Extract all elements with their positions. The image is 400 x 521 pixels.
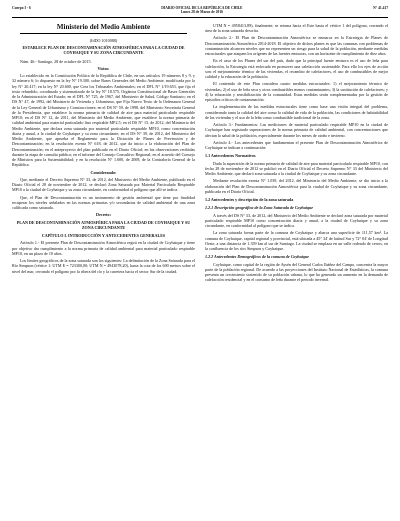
right-column bbox=[205, 23, 388, 285]
section-1-2-1-text: A través del DS N° 33, de 2012, del Ministerio del Medio Ambiente se declaró zona saturada por material particulado respirable MP10 como concentración diaria y anual, a la ciudad de Coyhaique y su zona circundante, en conformidad al polígono que se indica. bbox=[205, 212, 388, 229]
section-1-2-1-heading: 1.2.1 Descripción geográfica de la Zona Saturada de Coyhaique bbox=[205, 205, 314, 211]
page-header bbox=[12, 6, 388, 15]
section-1-2-heading: 1.2 Antecedentes y descripción de la zona saturada bbox=[205, 197, 294, 203]
section-1-1-text: Dada la superación de la norma primaria de calidad de aire para material particulado respirable MP10, con fecha 28 de noviembre de 2012 se publicó en el Diario Oficial el Decreto Supremo N° 33 del Ministerio del Medio Ambiente, que declaró zona saturada a la ciudad de Coyhaique y su zona circundante. bbox=[205, 160, 388, 177]
vistos-text: Lo establecido en la Constitución Política de la República de Chile, en sus artículos 19 números 8 y 9, y 32 número 6; lo dispuesto en la ley N° 19.300, sobre Bases Generales del Medio Ambiente, modificada por la ley N° 20.417; en la ley N° 20.600, que Crea los Tribunales Ambientales; en el DFL N° 1/19.653, que fija el texto refundido, coordinado y sistematizado de la ley N° 18.575, Orgánica Constitucional de Bases Generales de la Administración del Estado; en el DFL N° 725, de 1967, del Ministerio de Salud, Código Sanitario; en el DS N° 47, de 1992, del Ministerio de Vivienda y Urbanismo, que Fija Nuevo Texto de la Ordenanza General de la Ley General de Urbanismo y Construcciones; en el DS N° 59, de 1998, del Ministerio Secretaría General de la Presidencia, que establece la norma primaria de calidad de aire para material particulado respirable MP10; en el DS N° 12, de 2011, del Ministerio del Medio Ambiente, que establece la norma primaria de calidad ambiental para material particulado fino respirable MP2,5; en el DS N° 15, de 2012, del Ministerio del Medio Ambiente, que declara zona saturada por material particulado respirable MP10, como concentración diaria y anual, a la ciudad de Coyhaique y su zona circundante; en el DS N° 39, de 2012, del Ministerio del Medio Ambiente, que aprueba el Reglamento para la Dictación de Planes de Prevención y de Descontaminación; en la resolución exenta N° 618, de 2012, que da inicio a la elaboración del Plan de Descontaminación; en el anteproyecto del plan publicado en el Diario Oficial; en las observaciones recibidas durante la etapa de consulta pública; en el informe del Consejo Consultivo Regional; en el acuerdo del Consejo de Ministros para la Sustentabilidad; y en la resolución N° 1.600, de 2008, de la Contraloría General de la República. bbox=[12, 73, 195, 168]
article-3: Artículo 3.- Fundamentos: Las mediciones de material particulado respirable MP10 en la ciudad de Coyhaique han registrado superaciones de la norma primaria de calidad ambiental, con concentraciones que afectan la salud de la población, especialmente durante los meses de otoño e invierno. bbox=[205, 122, 388, 138]
left-column bbox=[12, 23, 195, 285]
article-2: Artículo 2.- El Plan de Descontaminación Atmosférica se enmarca en la Estrategia de Planes de Descontaminación Atmosférica 2014-2018. El objetivo de dichos planes es que las comunas con problemas de contaminación alcancen niveles que no representen un riesgo para la salud de la población, mediante medidas estructurales que ataquen los orígenes de las fuentes emisoras, con un horizonte de cumplimiento de diez años. bbox=[205, 35, 388, 57]
section-1-1-heading: 1.1 Antecedentes Normativos bbox=[205, 153, 256, 159]
paragraph-4: El contenido de este Plan considera cuatro medidas estructurales: 1) el mejoramiento térmico de viviendas; 2) el uso de leña seca y otros combustibles menos contaminantes; 3) la sustitución de calefactores; y 4) la educación y sensibilización de la comunidad. Estas medidas serán complementadas por la gestión de episodios críticos de contaminación. bbox=[205, 81, 388, 103]
section-1-1-text-2: Mediante resolución exenta N° 1.039, del 2012, del Ministerio del Medio Ambiente, se dio inicio a la elaboración del Plan de Descontaminación Atmosférica para la ciudad de Coyhaique y su zona circundante, publicada en el Diario Oficial. bbox=[205, 178, 388, 194]
decree-title: ESTABLECE PLAN DE DESCONTAMINACIÓN ATMOSFÉRICA PARA LA CIUDAD DE COYHAIQUE Y SU ZONA CIRCUNDANTE bbox=[22, 45, 185, 56]
chapter-heading: CAPÍTULO I. INTRODUCCIÓN Y ANTECEDENTES GENERALES bbox=[41, 233, 166, 239]
header-title-block bbox=[31, 6, 374, 15]
document-id: (IdDO 1010088) bbox=[89, 37, 118, 43]
considerando-text-2: Que, el Plan de Descontaminación es un instrumento de gestión ambiental que tiene por finalidad recuperar los niveles señalados en las normas primarias y/o secundarias de calidad ambiental de una zona calificada como saturada. bbox=[12, 194, 195, 211]
zone-limits-text: Los límites geográficos de la zona saturada son los siguientes: La delimitación de la Zona Saturada para el Río Simpson (vértice 1: UTM E = 723300,00; UTM N = 4943078,20), hasta la cota de los 600 metros sobre el nivel del mar, cerrando el polígono por la ribera del río y la carretera hacia el sector Sur de la ciudad. bbox=[12, 258, 195, 274]
decreto-label: Decreto: bbox=[96, 212, 111, 218]
ministry-divider bbox=[20, 33, 187, 34]
coordinates-text: UTM N = 4958413,89), finalmente, se retoma hacia el Este hasta el vértice 1 del polígono, cerrando el área de la zona saturada descrita. bbox=[205, 22, 388, 34]
considerando-label: Considerando: bbox=[90, 169, 117, 175]
article-1: Artículo 1.- El presente Plan de Descontaminación Atmosférica regirá en la ciudad de Coyhaique y tiene por objetivo dar cumplimiento a la norma primaria de calidad ambiental para material particulado respirable MP10, en un plazo de 10 años. bbox=[12, 240, 195, 256]
paragraph-5: La implementación de las medidas estructurales tiene como base una visión integral del problema, considerando tanto la calidad del aire como la calidad de vida de la población, las condiciones de habitabilidad de las viviendas y el uso de la leña como combustible tradicional de la zona. bbox=[205, 104, 388, 120]
article-4: Artículo 4.- Los antecedentes que fundamentan el presente Plan de Descontaminación Atmosférica de Coyhaique se indican a continuación: bbox=[205, 139, 388, 151]
vistos-label: Vistos: bbox=[97, 65, 110, 71]
section-1-2-1-text-2: La zona saturada forma parte de la comuna de Coyhaique y abarca una superficie de 111,57 km². La comuna de Coyhaique, capital regional y provincial, está ubicada a 45° 34' de latitud Sur y 72° 04' de Longitud Oeste, a una distancia de 1.359 km al sur de Santiago. La ciudad se emplaza en un valle rodeado de cerros, en la confluencia de los ríos Simpson y Coyhaique. bbox=[205, 230, 388, 252]
header-publication-title: DIARIO OFICIAL DE LA REPÚBLICA DE CHILE bbox=[161, 6, 243, 10]
header-divider bbox=[12, 17, 388, 18]
section-1-2-2-text: Coyhaique, como capital de la región de Aysén del General Carlos Ibáñez del Campo, concentra la mayor parte de la población regional. De acuerdo a las proyecciones del Instituto Nacional de Estadísticas, la comuna presenta un crecimiento sostenido de su población urbana, lo que ha generado un aumento en la demanda de calefacción residencial y en el consumo de leña durante el periodo invernal. bbox=[205, 261, 388, 283]
ministry-heading: Ministerio del Medio Ambiente bbox=[56, 22, 151, 31]
paragraph-3: En el caso de los Planes del sur del país, dado que la principal fuente emisora es el uso de leña para calefacción, la Estrategia está enfocada en promover una calefacción sustentable. Para ello los ejes de acción son: el mejoramiento térmico de las viviendas, el recambio de calefactores, el uso de combustibles de mejor calidad y la educación de la población. bbox=[205, 58, 388, 80]
section-1-2-2-heading: 1.2.2 Antecedentes Demográficos de la comuna de Coyhaique bbox=[205, 254, 309, 260]
decree-number: Núm. 46.- Santiago, 28 de octubre de 2015. bbox=[20, 58, 92, 64]
content-columns bbox=[12, 23, 388, 285]
header-section-label: Cuerpo I - 6 bbox=[12, 6, 31, 10]
header-issue-number: N° 41.417 bbox=[373, 6, 388, 10]
header-date: Lunes 28 de Marzo de 2016 bbox=[180, 10, 223, 15]
plan-title: PLAN DE DESCONTAMINACIÓN ATMOSFÉRICA PARA LA CIUDAD DE COYHAIQUE Y SU ZONA CIRCUNDANTE bbox=[16, 219, 191, 230]
considerando-text: Que, mediante el Decreto Supremo N° 33, de 2012, del Ministerio del Medio Ambiente, publicado en el Diario Oficial el 28 de noviembre de 2012, se declaró Zona Saturada por Material Particulado Respirable MP10 a la ciudad de Coyhaique y su zona circundante, en conformidad al polígono que allí se indica. bbox=[12, 176, 195, 193]
